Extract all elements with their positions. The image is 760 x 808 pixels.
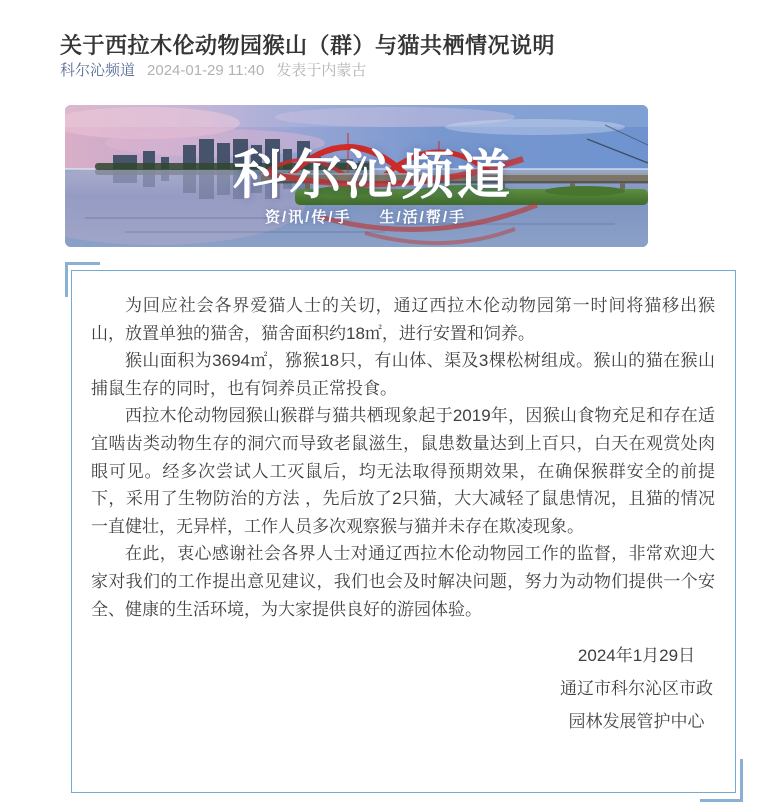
banner-brand-text: 科尔沁频道 bbox=[233, 146, 513, 205]
notice-paragraph: 猴山面积为3694㎡，猕猴18只，有山体、渠及3棵松树组成。猴山的猫在猴山捕鼠生存的同时，也有饲养员正常投食。 bbox=[91, 351, 715, 398]
banner-image[interactable] bbox=[65, 105, 648, 247]
signature-org-line1: 通辽市科尔沁区市政 bbox=[560, 679, 713, 699]
signature-date: 2024年1月29日 bbox=[577, 646, 696, 666]
article-meta-bar bbox=[60, 59, 366, 80]
notice-paragraph: 西拉木伦动物园猴山猴群与猫共栖现象起于2019年，因猴山食物充足和存在适宜啮齿类动物生存的洞穴而导致老鼠滋生，鼠患数量达到上百只，白天在观赏处肉眼可见。经多次尝试人工灭鼠后，均无法取得预期效果，在确保猴群安全的前提下，采用了生物防治的方法 ，先后放了2只猫，大大减轻了鼠患情况，且猫的情况一直健壮，无异样，工作人员多次观察猴与猫并未存在欺凌现象。 bbox=[91, 406, 715, 536]
notice-box bbox=[71, 270, 736, 793]
notice-paragraph: 在此，衷心感谢社会各界人士对通辽西拉木伦动物园工作的监督，非常欢迎大家对我们的工作提出意见建议，我们也会及时解决问题，努力为动物们提供一个安全、健康的生活环境，为大家提供良好的游园体验。 bbox=[91, 544, 715, 619]
publish-location: 发表于内蒙古 bbox=[276, 62, 367, 79]
article-title: 关于西拉木伦动物园猴山（群）与猫共栖情况说明 bbox=[60, 32, 556, 58]
signature-block bbox=[560, 639, 713, 738]
banner-slogan-left: 资/讯/传/手 bbox=[265, 209, 352, 226]
notice-paragraph: 为回应社会各界爱猫人士的关切，通辽西拉木伦动物园第一时间将猫移出猴山，放置单独的猫舍，猫舍面积约18㎡，进行安置和饲养。 bbox=[91, 296, 715, 343]
banner-slogan bbox=[265, 206, 466, 227]
account-name-link[interactable]: 科尔沁频道 bbox=[60, 62, 136, 79]
corner-bracket-top-left bbox=[65, 262, 100, 297]
corner-bracket-bottom-right bbox=[700, 759, 743, 802]
publish-datetime: 2024-01-29 11:40 bbox=[147, 62, 265, 79]
signature-org-line2: 园林发展管护中心 bbox=[568, 712, 705, 732]
banner-slogan-right: 生/活/帮/手 bbox=[379, 209, 467, 226]
